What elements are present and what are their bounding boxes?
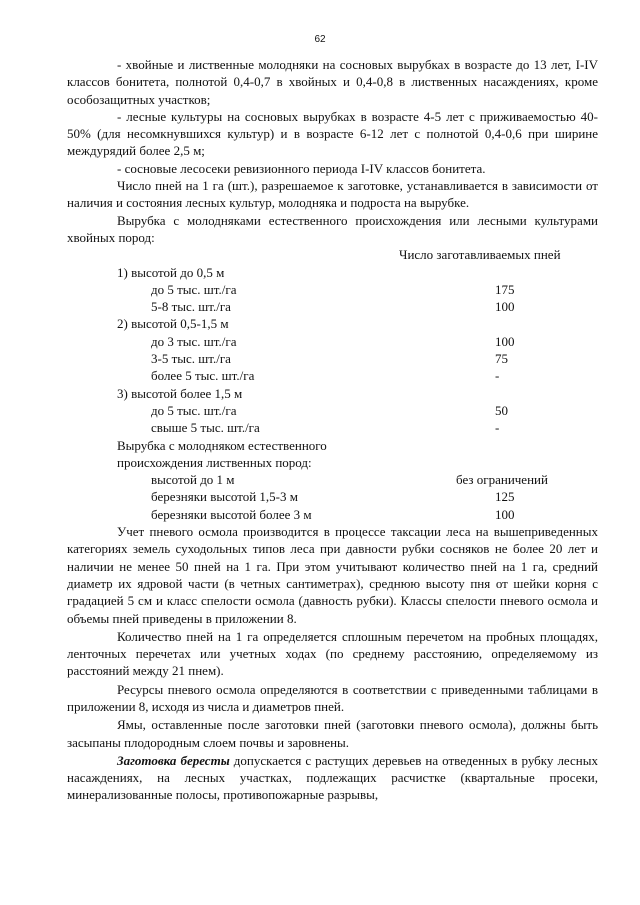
paragraph: - хвойные и лиственные молодняки на сосновых вырубках в возрасте до 13 лет, I-IV классов бонитета, полнотой 0,4-0,7 в хвойных и 0,4-0,8 в лиственных насаждениях, кроме особозащитных участков; (67, 57, 598, 107)
table-row (67, 506, 598, 523)
table-header-label: Число заготавливаемых пней (399, 247, 561, 263)
stump-table (67, 264, 598, 523)
paragraph: Число пней на 1 га (шт.), разрешаемое к заготовке, устанавливается в зависимости от наличия и состояния лесных культур, молодняка и подроста на вырубке. (67, 178, 598, 211)
row-value: 100 (495, 333, 515, 349)
table-row (67, 281, 598, 298)
row-label: 2) высотой 0,5-1,5 м (117, 316, 229, 332)
paragraph-title: Заготовка бересты (117, 752, 230, 768)
paragraph: - лесные культуры на сосновых вырубках в возрасте 4-5 лет с приживаемостью 40-50% (для несомкнувшихся культур) и в возрасте 6-12 лет с полнотой 0,4-0,6 при ширине междурядий более 2,5 м; (67, 108, 598, 159)
paragraph: Ресурсы пневого осмола определяются в соответствии с приведенными таблицами в приложении 8, исходя из числа и диаметров пней. (67, 681, 598, 714)
row-value: 50 (495, 402, 508, 418)
paragraph (67, 752, 598, 804)
row-label: более 5 тыс. шт./га (151, 368, 255, 384)
row-label: высотой до 1 м (151, 472, 235, 488)
table-row (67, 333, 598, 350)
paragraph: Количество пней на 1 га определяется сплошным перечетом на пробных площадях, ленточных перечетах или учетных ходах (по среднему расстоянию, определяемому из расстояний между 21 пнем). (67, 628, 598, 679)
row-label: происхождения лиственных пород: (117, 454, 312, 470)
row-value: - (495, 420, 500, 436)
row-value: без ограничений (456, 472, 548, 488)
row-label: до 5 тыс. шт./га (151, 402, 237, 418)
table-row (67, 488, 598, 505)
table-row (67, 264, 598, 281)
paragraph: Ямы, оставленные после заготовки пней (заготовки пневого осмола), должны быть засыпаны плодородным слоем почвы и заровнены. (67, 717, 598, 750)
row-label: березняки высотой 1,5-3 м (151, 489, 298, 505)
row-label: до 5 тыс. шт./га (151, 281, 237, 297)
row-label: 5-8 тыс. шт./га (151, 299, 231, 315)
row-label: березняки высотой более 3 м (151, 506, 312, 522)
table-row (67, 471, 598, 488)
row-value: 100 (495, 506, 515, 522)
table-header (67, 246, 598, 263)
table-row (67, 437, 598, 454)
row-label: свыше 5 тыс. шт./га (151, 420, 260, 436)
paragraph: Вырубка с молодняками естественного происхождения или лесными культурами хвойных пород: (67, 212, 598, 245)
paragraph: - сосновые лесосеки ревизионного периода I-IV классов бонитета. (117, 160, 486, 176)
table-row (67, 298, 598, 315)
paragraph: Учет пневого осмола производится в процессе таксации леса на вышеприведенных категориях земель суходольных типов леса при давности рубки сосняков не более 20 лет и наличии не менее 50 пней на 1 га. При этом учитывают количество пней на 1 га, средний диаметр их ядровой части (в четных сантиметрах), среднюю высоту пня от шейки корня с градацией 5 см и класс спелости осмола (давность рубки). Классы спелости пневого осмола и объемы пней приведены в приложении 8. (67, 524, 598, 626)
table-row (67, 454, 598, 471)
row-value: 75 (495, 351, 508, 367)
table-row (67, 419, 598, 436)
table-row (67, 385, 598, 402)
row-value: - (495, 368, 500, 384)
table-row (67, 402, 598, 419)
row-label: 1) высотой до 0,5 м (117, 264, 225, 280)
row-value: 125 (495, 489, 515, 505)
document-body (67, 56, 598, 804)
table-row (67, 367, 598, 384)
paragraph-text: допускается с растущих деревьев на отведенных в рубку лесных насаждениях, на лесных участках, подлежащих расчистке (квартальные просеки, минерализованные полосы, противопожарные разрывы, (67, 752, 598, 803)
row-value: 100 (495, 299, 515, 315)
row-label: до 3 тыс. шт./га (151, 333, 237, 349)
row-value: 175 (495, 281, 515, 297)
row-label: 3-5 тыс. шт./га (151, 351, 231, 367)
table-row (67, 315, 598, 332)
page-number: 62 (314, 34, 326, 45)
row-label: 3) высотой более 1,5 м (117, 385, 243, 401)
row-label: Вырубка с молодняком естественного (117, 437, 327, 453)
table-row (67, 350, 598, 367)
